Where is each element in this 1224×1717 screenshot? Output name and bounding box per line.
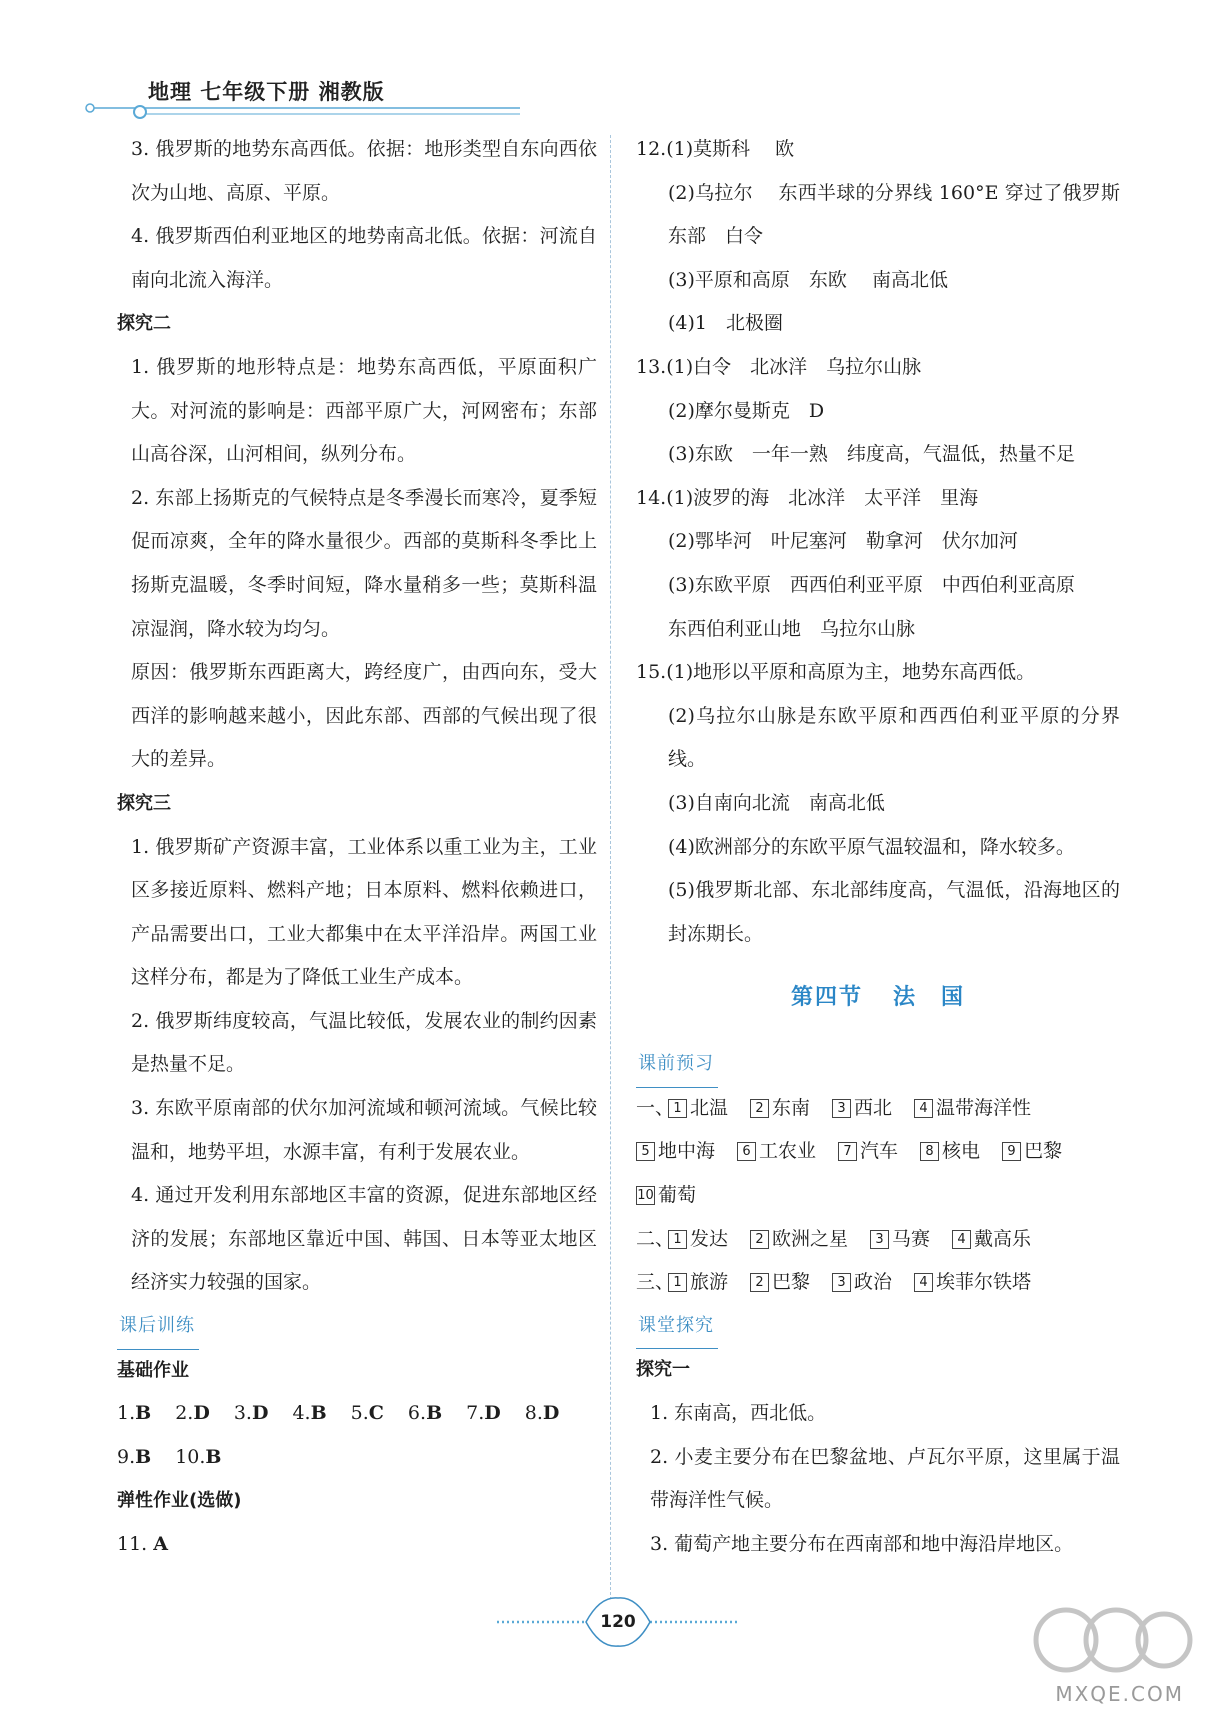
- preview-row: [636, 1261, 1120, 1305]
- answer-paragraph: 4. 俄罗斯西伯利亚地区的地势南高北低。依据：河流自南向北流入海洋。: [131, 225, 597, 291]
- preview-item: [870, 1218, 930, 1262]
- preview-item-text: 核电: [942, 1140, 981, 1163]
- question-number: 4.: [292, 1402, 311, 1425]
- answer-paragraph: 1. 俄罗斯矿产资源丰富，工业体系以重工业为主，工业区多接近原料、燃料产地；日本原料、燃料依赖进口，产品需要出口，工业大都集中在太平洋沿岸。两国工业这样分布，都是为了降低工业生产成本。: [131, 835, 597, 989]
- boxed-number: 4: [914, 1099, 933, 1118]
- answer-11: [117, 1523, 597, 1567]
- boxed-number: 3: [832, 1273, 851, 1292]
- header-title: 地理 七年级下册 湘教版: [148, 80, 385, 104]
- answer-12-1: 12.(1)莫斯科 欧: [636, 138, 795, 160]
- watermark-text: MXQE.COM: [1055, 1682, 1184, 1706]
- answer-13-3: (3)东欧 一年一熟 纬度高，气温低，热量不足: [668, 443, 1075, 466]
- basic-answer: [117, 1436, 151, 1480]
- page-header: [0, 0, 1224, 130]
- answer-14-1: 14.(1)波罗的海 北冰洋 太平洋 里海: [636, 486, 979, 509]
- answer-letter: B: [135, 1445, 152, 1468]
- question-number: 6.: [407, 1402, 427, 1425]
- answer-15-4: (4)欧洲部分的东欧平原气温较温和，降水较多。: [668, 835, 1075, 858]
- answer-letter: D: [251, 1402, 269, 1425]
- preview-item-text: 马赛: [892, 1227, 931, 1250]
- answer-15-5: (5)俄罗斯北部、东北部纬度高，气温低，沿海地区的封冻期长。: [668, 879, 1120, 945]
- preview-item-text: 葡萄: [658, 1184, 697, 1207]
- question-number: 8.: [524, 1402, 543, 1425]
- boxed-number: 9: [1002, 1142, 1021, 1161]
- preview-row-label: 一、: [636, 1096, 675, 1119]
- answer-letter: B: [135, 1402, 152, 1425]
- boxed-number: 1: [668, 1230, 687, 1249]
- answer-letter: D: [484, 1402, 501, 1425]
- answer-12-4: (4)1 北极圈: [668, 312, 784, 335]
- basic-answers-row-2: [117, 1436, 597, 1480]
- answer-paragraph: 3. 俄罗斯的地势东高西低。依据：地形类型自东向西依次为山地、高原、平原。: [131, 138, 597, 204]
- preview-row-label: 三、: [636, 1271, 675, 1294]
- preview-item-text: 埃菲尔铁塔: [936, 1271, 1032, 1294]
- question-number: 7.: [466, 1402, 485, 1425]
- preview-item: [832, 1087, 892, 1131]
- preview-item: [914, 1087, 1031, 1131]
- preview-item: [832, 1261, 892, 1305]
- header-line-decoration: [0, 0, 1224, 130]
- answer-paragraph: 3. 东欧平原南部的伏尔加河流域和顿河流域。气候比较温和，地势平坦，水源丰富，有利于发展农业。: [131, 1097, 597, 1163]
- preview-item: [750, 1261, 810, 1305]
- answer-13-1: 13.(1)白令 北冰洋 乌拉尔山脉: [636, 355, 922, 378]
- answer-12-3: (3)平原和高原 东欧 南高北低: [668, 268, 948, 291]
- basic-answer: [175, 1436, 221, 1480]
- basic-answer: [234, 1392, 269, 1436]
- answer-13-2: (2)摩尔曼斯克 D: [668, 399, 825, 422]
- answer-14-4: 东西伯利亚山地 乌拉尔山脉: [668, 617, 916, 640]
- preview-item: [750, 1087, 810, 1131]
- answer-14-3: (3)东欧平原 西西伯利亚平原 中西伯利亚高原: [668, 573, 1075, 596]
- preview-item-text: 政治: [854, 1271, 893, 1294]
- preview-item: [1002, 1130, 1062, 1174]
- answer-15-1: 15.(1)地形以平原和高原为主，地势东高西低。: [636, 661, 1036, 684]
- question-number: 5.: [350, 1402, 369, 1425]
- left-column: [117, 128, 597, 1567]
- boxed-number: 7: [838, 1142, 857, 1161]
- preview-row-label: 二、: [636, 1227, 675, 1250]
- subheading-tanxing: 弹性作业(选做): [117, 1490, 242, 1512]
- subheading-tanjiu3: 探究三: [117, 792, 171, 814]
- preview-item-text: 北温: [690, 1096, 729, 1119]
- preview-item-text: 工农业: [759, 1140, 817, 1163]
- answer-paragraph: 2. 东部上扬斯克的气候特点是冬季漫长而寒冷，夏季短促而凉爽，全年的降水量很少。西部的莫斯科冬季比上扬斯克温暖，冬季时间短，降水量稍多一些；莫斯科温凉湿润，降水较为均匀。: [131, 486, 597, 640]
- answer-paragraph: 1. 俄罗斯的地形特点是：地势东高西低，平原面积广大。对河流的影响是：西部平原广大，河网密布；东部山高谷深，山河相间，纵列分布。: [131, 355, 597, 466]
- boxed-number: 4: [914, 1273, 933, 1292]
- preview-item: [920, 1130, 980, 1174]
- question-number: 10.: [175, 1445, 206, 1468]
- preview-item: [838, 1130, 898, 1174]
- preview-item-text: 巴黎: [1024, 1140, 1063, 1163]
- basic-answer: [408, 1392, 442, 1436]
- basic-answer: [117, 1392, 151, 1436]
- preview-item: [636, 1174, 696, 1218]
- question-number: 1.: [117, 1402, 136, 1425]
- section-tag-keqian: [636, 1043, 1120, 1087]
- section-tag-label: 课前预习: [636, 1042, 718, 1088]
- preview-item: [914, 1261, 1031, 1305]
- watermark-logo-icon: [1026, 1600, 1196, 1680]
- preview-item: [636, 1130, 715, 1174]
- boxed-number: 2: [750, 1230, 769, 1249]
- right-column: [636, 128, 1120, 1566]
- answer-letter: B: [310, 1402, 327, 1425]
- answer-15-3: (3)自南向北流 南高北低: [668, 791, 885, 814]
- section-tag-kehou: [117, 1305, 597, 1349]
- boxed-number: 10: [637, 1188, 654, 1204]
- preview-item-text: 发达: [690, 1227, 729, 1250]
- boxed-number: 8: [920, 1142, 939, 1161]
- boxed-number: 3: [832, 1099, 851, 1118]
- section-tag-ketang: [636, 1305, 1120, 1349]
- answer-paragraph: 2. 俄罗斯纬度较高，气温比较低，发展农业的制约因素是热量不足。: [131, 1009, 597, 1076]
- boxed-number: 2: [750, 1273, 769, 1292]
- answer-letter: D: [193, 1402, 210, 1425]
- section-title: [636, 956, 1120, 1043]
- subheading-tanjiu1: 探究一: [636, 1359, 690, 1381]
- section-name: 法 国: [893, 984, 966, 1011]
- basic-answers-row-1: [117, 1392, 597, 1436]
- answer-letter: B: [205, 1445, 222, 1468]
- boxed-number: 5: [636, 1142, 655, 1161]
- section-tag-label: 课后训练: [117, 1304, 199, 1350]
- preview-item: [668, 1261, 728, 1305]
- column-divider: [610, 135, 611, 1600]
- basic-answer: [351, 1392, 384, 1436]
- preview-item-text: 戴高乐: [974, 1227, 1032, 1250]
- preview-item: [668, 1218, 728, 1262]
- basic-answer: [175, 1392, 210, 1436]
- section-tag-label: 课堂探究: [636, 1304, 718, 1350]
- subheading-jichu: 基础作业: [117, 1359, 189, 1381]
- answer-letter: B: [426, 1402, 443, 1425]
- answer-paragraph: 3. 葡萄产地主要分布在西南部和地中海沿岸地区。: [650, 1532, 1074, 1555]
- section-number: 第四节: [790, 984, 863, 1011]
- preview-item-text: 欧洲之星: [772, 1227, 849, 1250]
- boxed-number: 6: [737, 1142, 756, 1161]
- answer-letter: D: [542, 1402, 560, 1425]
- subheading-tanjiu2: 探究二: [117, 313, 171, 335]
- preview-answers: [636, 1087, 1120, 1305]
- basic-answer: [525, 1392, 560, 1436]
- preview-row: [636, 1087, 1120, 1218]
- boxed-number: 3: [870, 1230, 889, 1249]
- preview-item-text: 汽车: [860, 1140, 899, 1163]
- preview-item-text: 地中海: [658, 1140, 716, 1163]
- basic-answer: [466, 1392, 501, 1436]
- preview-item: [952, 1218, 1031, 1262]
- answer-paragraph: 原因：俄罗斯东西距离大，跨经度广，由西向东，受大西洋的影响越来越小，因此东部、西部的气候出现了很大的差异。: [131, 661, 597, 771]
- preview-item-text: 西北: [854, 1096, 893, 1119]
- answer-15-2: (2)乌拉尔山脉是东欧平原和西西伯利亚平原的分界线。: [668, 704, 1120, 771]
- answer-14-2: (2)鄂毕河 叶尼塞河 勒拿河 伏尔加河: [668, 530, 1018, 553]
- boxed-number: 4: [952, 1230, 971, 1249]
- preview-item-text: 旅游: [690, 1271, 729, 1294]
- preview-item-text: 温带海洋性: [936, 1096, 1032, 1119]
- answer-paragraph: 4. 通过开发利用东部地区丰富的资源，促进东部地区经济的发展；东部地区靠近中国、韩国、日本等亚太地区经济实力较强的国家。: [131, 1184, 597, 1294]
- answer-paragraph: 1. 东南高，西北低。: [650, 1402, 827, 1425]
- question-number: 3.: [233, 1402, 252, 1425]
- basic-answer: [292, 1392, 326, 1436]
- preview-item-text: 东南: [772, 1096, 811, 1119]
- boxed-number: 2: [750, 1099, 769, 1118]
- answer-12-2: (2)乌拉尔 东西半球的分界线 160°E 穿过了俄罗斯东部 白令: [668, 181, 1120, 248]
- question-number: 9.: [117, 1445, 136, 1468]
- preview-row: [636, 1218, 1120, 1262]
- answer-paragraph: 2. 小麦主要分布在巴黎盆地、卢瓦尔平原，这里属于温带海洋性气候。: [650, 1445, 1120, 1512]
- preview-item: [668, 1087, 728, 1131]
- boxed-number: 1: [668, 1099, 687, 1118]
- boxed-number: 1: [668, 1273, 687, 1292]
- preview-item-text: 巴黎: [772, 1271, 811, 1294]
- question-number: 11.: [117, 1533, 148, 1555]
- answer-letter: A: [153, 1533, 169, 1555]
- page-number: 120: [600, 1612, 636, 1632]
- preview-item: [750, 1218, 848, 1262]
- answer-letter: C: [368, 1402, 384, 1425]
- question-number: 2.: [175, 1402, 194, 1425]
- preview-item: [737, 1130, 816, 1174]
